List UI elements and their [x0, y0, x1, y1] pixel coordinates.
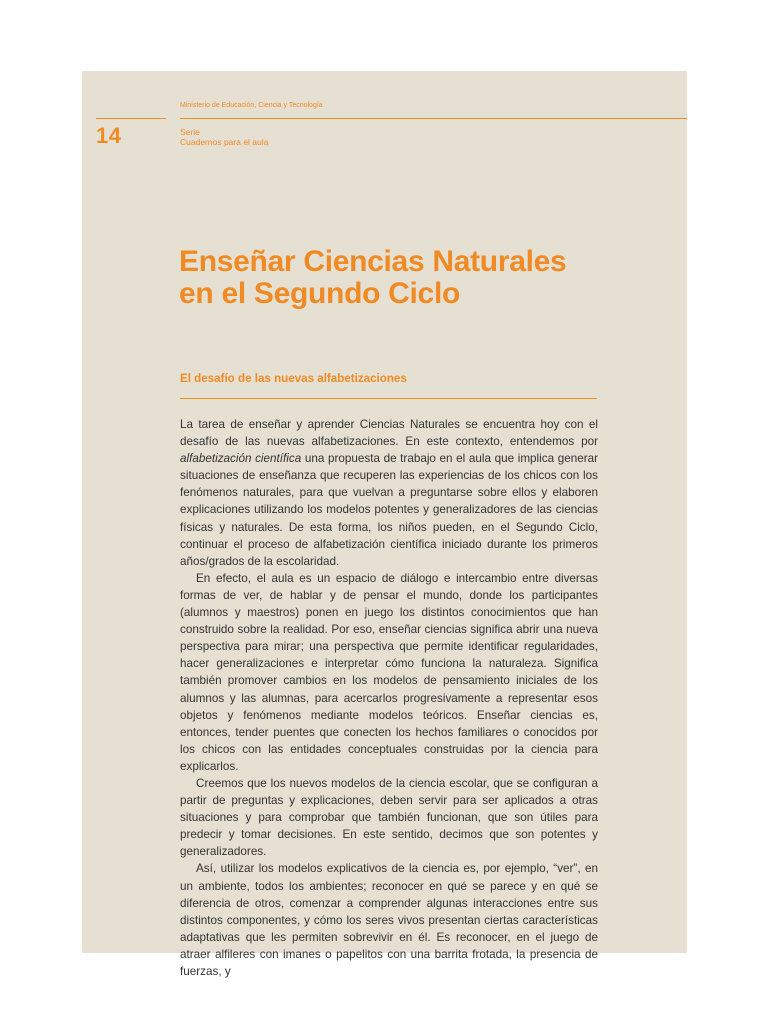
header-rule-right	[180, 118, 687, 119]
running-header-ministry: Ministerio de Educación, Ciencia y Tecnología	[180, 102, 323, 109]
paragraph-2: En efecto, el aula es un espacio de diálogo e intercambio entre diversas formas de ver, de hablar y de pensar el mundo, donde los participantes (alumnos y maestros) ponen en juego los distintos conocimientos que han construido sobre la realidad. Por eso, enseñar ciencias significa abrir una nueva perspectiva para mirar; una perspectiva que permite identificar regularidades, hacer generalizaciones e interpretar cómo funciona la naturaleza. Significa también promover cambios en los modelos de pensamiento iniciales de los alumnos y las alumnas, para acercarlos progresivamente a representar esos objetos y fenómenos mediante modelos teóricos. Enseñar ciencias es, entonces, tender puentes que conecten los hechos familiares o conocidos por los chicos con las entidades conceptuales construidas por la ciencia para explicarlos.	[180, 571, 598, 773]
header-rule-left	[96, 118, 166, 119]
paragraph-4: Así, utilizar los modelos explicativos de la ciencia es, por ejemplo, “ver”, en un ambiente, todos los ambientes; reconocer en qué se parece y en qué se diferencia de otros, comenzar a comprender algunas interacciones entre sus distintos componentes, y cómo los seres vivos presentan ciertas características adaptativas que les permiten sobrevivir en él. Es reconocer, en el juego de atraer alfileres con imanes o papelitos con una barrita frotada, la presencia de fuerzas, y	[180, 862, 598, 978]
paragraph-1	[180, 416, 598, 570]
section-rule	[180, 398, 597, 399]
paragraph-3: Creemos que los nuevos modelos de la ciencia escolar, que se configuran a partir de preguntas y explicaciones, deben servir para ser aplicados a otras situaciones y para comprobar que también funcionan, que son útiles para predecir y tomar decisiones. En este sentido, decimos que son potentes y generalizadores.	[180, 776, 598, 859]
page-number: 14	[96, 123, 122, 148]
body-text	[180, 416, 598, 980]
paragraph-1-emphasis: alfabetización científica	[180, 452, 302, 466]
chapter-title-line-2: en el Segundo Ciclo	[179, 277, 460, 310]
series-line-1: Serie	[180, 127, 200, 137]
paragraph-1-text-b: una propuesta de trabajo en el aula que implica generar situaciones de enseñanza que recuperen las experiencias de los chicos con los fenómenos naturales, para que vuelvan a preguntarse sobre ellos y elaboren explicaciones utilizando los modelos potentes y generalizadores de las ciencias físicas y naturales. De esta forma, los niños pueden, en el Segundo Ciclo, continuar el proceso de alfabetización científica iniciado durante los primeros años/grados de la escolaridad.	[180, 452, 598, 568]
chapter-title	[179, 246, 649, 310]
series-label	[180, 127, 268, 147]
section-heading: El desafío de las nuevas alfabetizaciones	[180, 372, 407, 385]
chapter-title-line-1: Enseñar Ciencias Naturales	[179, 245, 567, 278]
series-line-2: Cuadernos para el aula	[180, 137, 269, 147]
book-page	[82, 71, 687, 978]
paragraph-1-text-a: La tarea de enseñar y aprender Ciencias Naturales se encuentra hoy con el desafío de las nuevas alfabetizaciones. En este contexto, entendemos por	[180, 418, 598, 449]
